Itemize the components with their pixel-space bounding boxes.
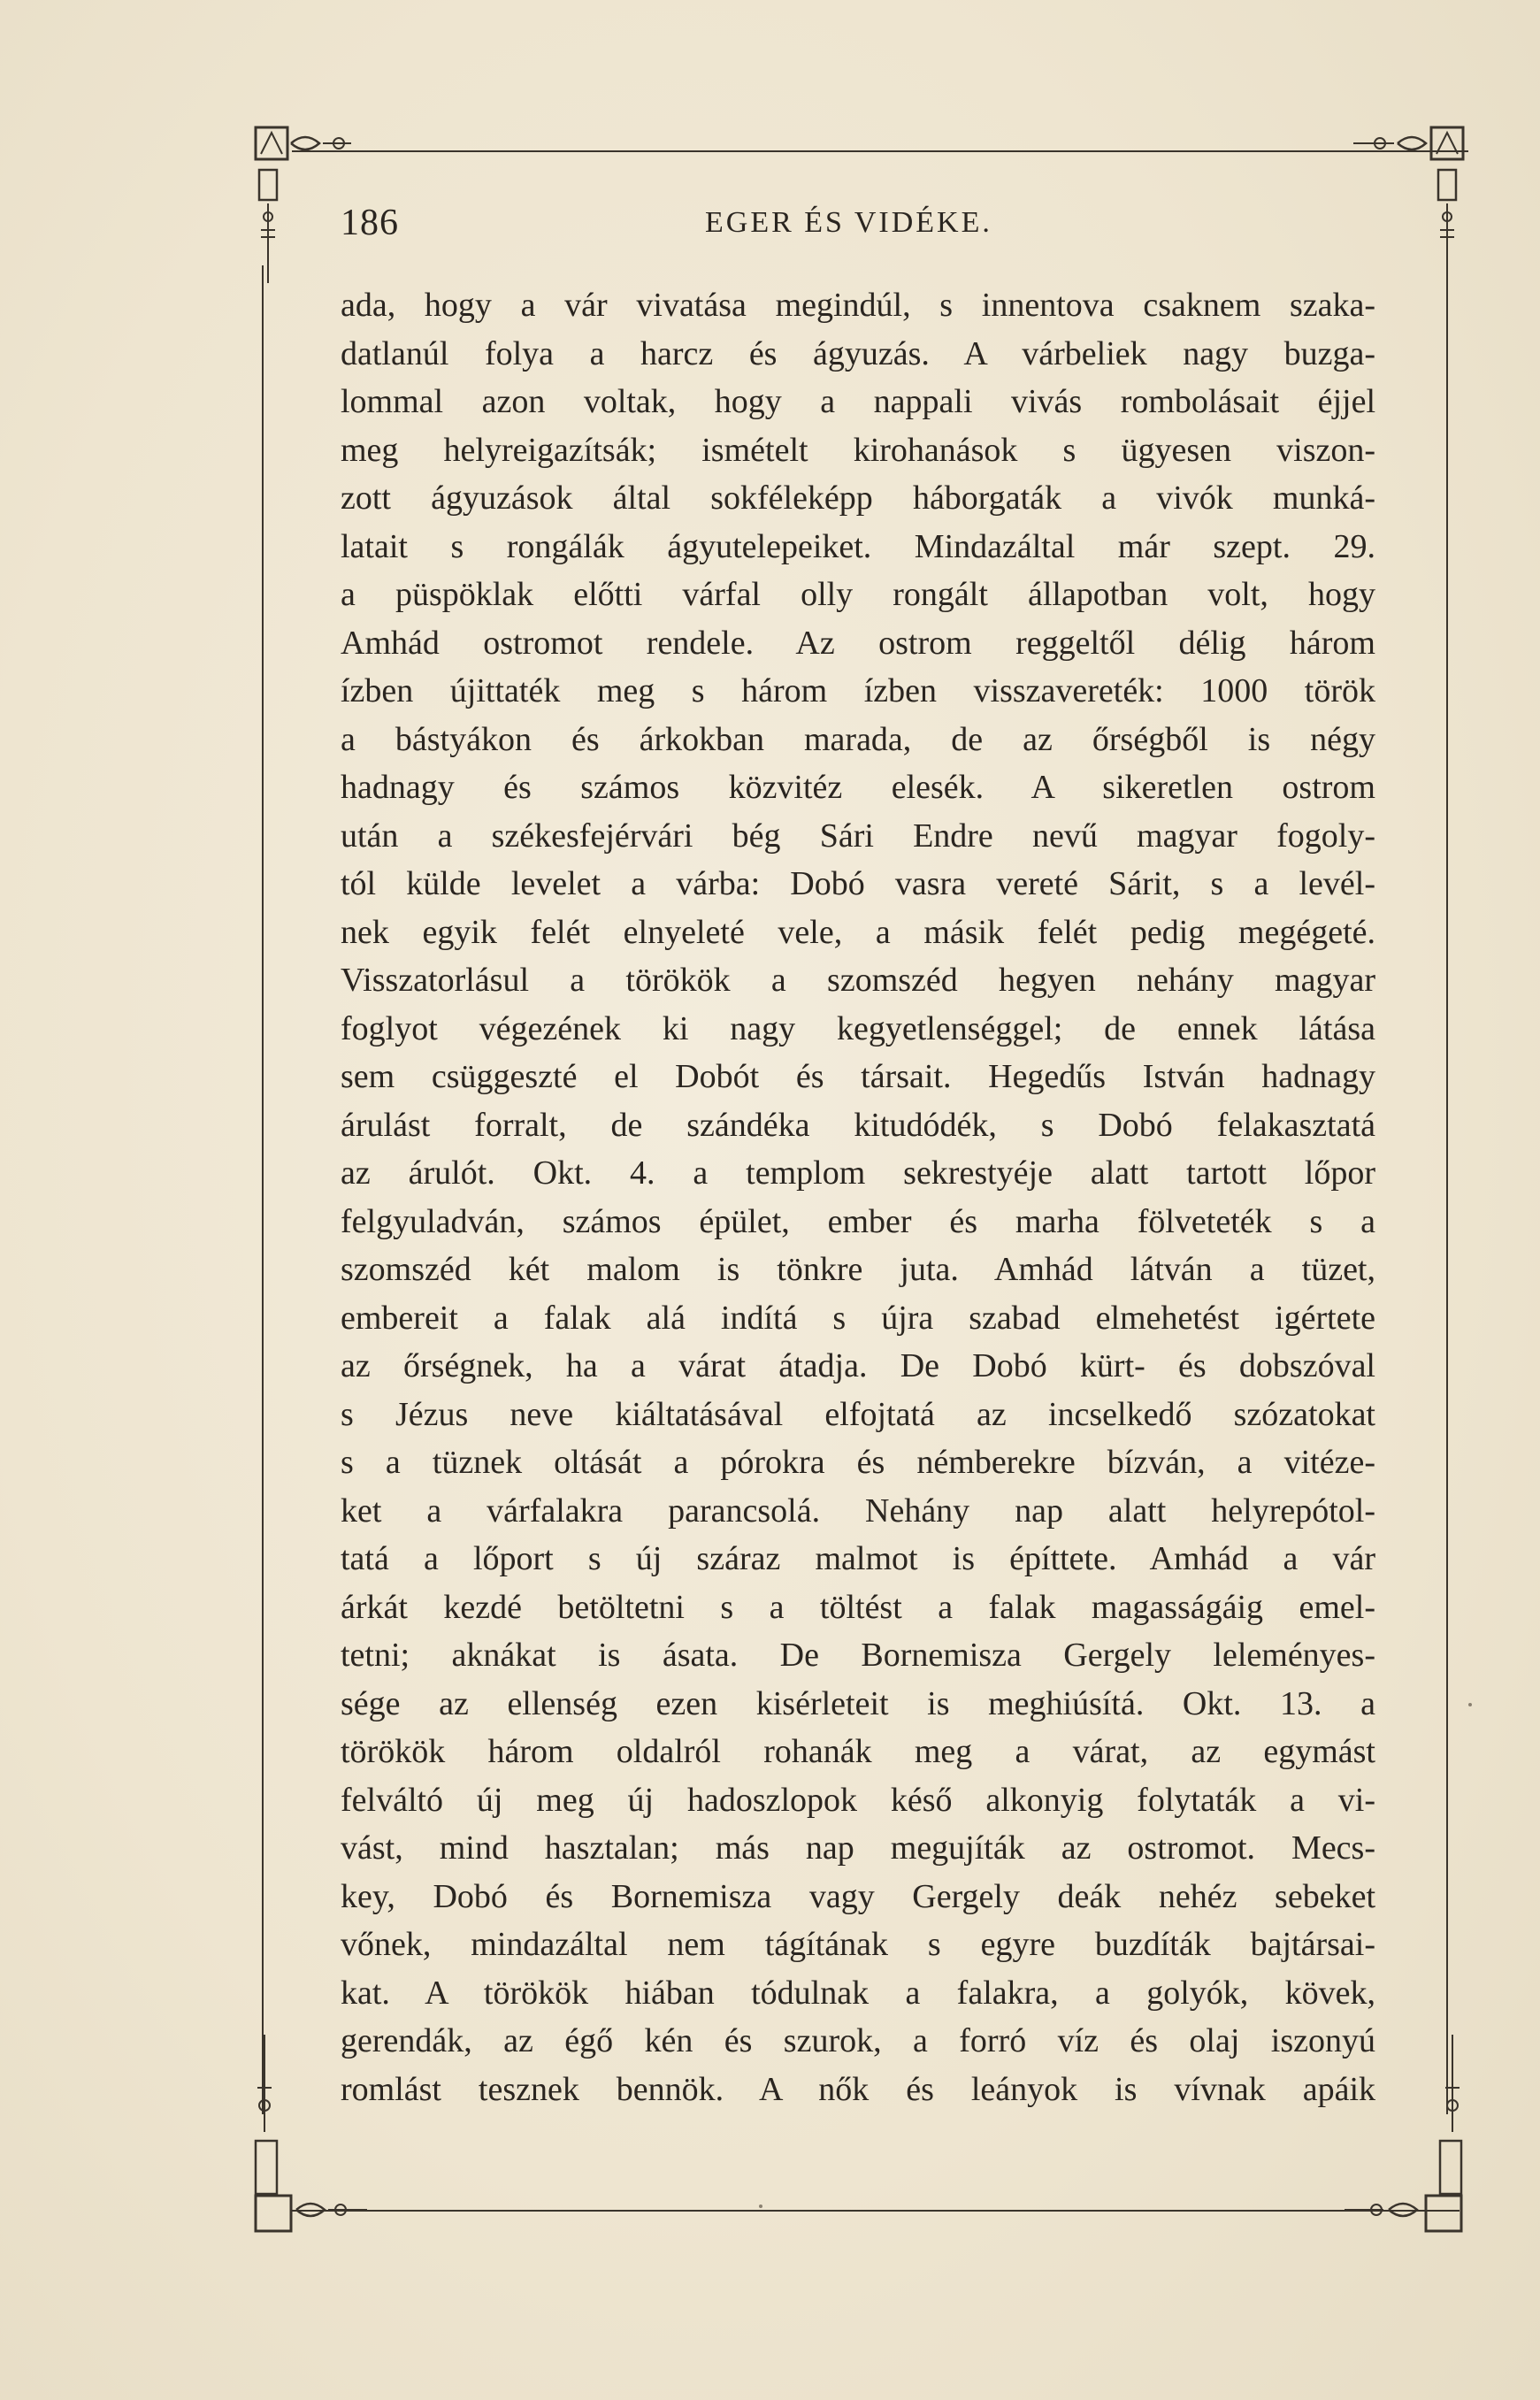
text-line: vást, mind hasztalan; más nap megujíták az ostromot. Mecs- <box>341 1829 1375 1867</box>
text-line: hadnagy és számos közvitéz elesék. A sikeretlen ostrom <box>341 769 1375 806</box>
text-line: key, Dobó és Bornemisza vagy Gergely deák nehéz sebeket <box>341 1877 1375 1915</box>
text-line: a püspöklak előtti várfal olly rongált állapotban volt, hogy <box>341 576 1375 613</box>
body-text <box>341 281 1375 2113</box>
running-head: EGER ÉS VIDÉKE. <box>705 206 992 239</box>
text-line: árkát kezdé betöltetni s a töltést a falak magasságáig emel- <box>341 1588 1375 1626</box>
text-line: ket a várfalakra parancsolá. Nehány nap alatt helyrepótol- <box>341 1491 1375 1530</box>
text-line: ada, hogy a vár vivatása megindúl, s innentova csaknem szaka- <box>341 287 1375 324</box>
text-line: szomszéd két malom is tönkre juta. Amhád látván a tüzet, <box>341 1251 1375 1288</box>
text-line: Visszatorlásul a törökök a szomszéd hegyen nehány magyar <box>341 962 1375 999</box>
text-line: gerendák, az égő kén és szurok, a forró víz és olaj iszonyú <box>341 2022 1375 2059</box>
text-line: latait s rongálák ágyutelepeiket. Mindazáltal már szept. 29. <box>341 527 1375 565</box>
text-line: az őrségnek, ha a várat átadja. De Dobó kürt- és dobszóval <box>341 1347 1375 1384</box>
text-line: romlást tesznek bennök. A nők és leányok is vívnak apáik <box>341 2070 1375 2108</box>
text-line: lommal azon voltak, hogy a nappali vivás rombolásait éjjel <box>341 383 1375 420</box>
bottom-border-rule <box>292 2210 1460 2212</box>
left-border-rule <box>262 265 264 2114</box>
text-line: felváltó új meg új hadoszlopok késő alkonyig folytaták a vi- <box>341 1781 1375 1819</box>
text-line: foglyot végezének ki nagy kegyetlenséggel; de ennek látása <box>341 1009 1375 1047</box>
text-line: vőnek, mindazáltal nem tágítának s egyre buzdíták bajtársai- <box>341 1926 1375 1963</box>
text-line: s a tüznek oltását a pórokra és némberekre bízván, a vitéze- <box>341 1444 1375 1481</box>
text-line: tetni; aknákat is ásata. De Bornemisza Gergely leleményes- <box>341 1637 1375 1674</box>
text-line: sem csüggeszté el Dobót és társait. Hegedűs István hadnagy <box>341 1058 1375 1095</box>
text-line: a bástyákon és árkokban marada, de az őrségből is négy <box>341 720 1375 758</box>
text-line: tól külde levelet a várba: Dobó vasra vereté Sárit, s a levél- <box>341 865 1375 902</box>
top-right-corner-ornament-icon <box>1291 124 1468 292</box>
text-line: sége az ellenség ezen kisérleteit is meghiúsítá. Okt. 13. a <box>341 1684 1375 1722</box>
page-number: 186 <box>341 203 399 243</box>
text-line: felgyuladván, számos épület, ember és marha fölveteték s a <box>341 1202 1375 1240</box>
text-line: datlanúl folya a harcz és ágyuzás. A várbeliek nagy buzga- <box>341 334 1375 372</box>
text-line: Amhád ostromot rendele. Az ostrom reggeltől délig három <box>341 624 1375 662</box>
text-line: nek egyik felét elnyeleté vele, a másik felét pedig megégeté. <box>341 913 1375 951</box>
text-line: meg helyreigazítsák; ismételt kirohanások s ügyesen viszon- <box>341 431 1375 469</box>
text-line: embereit a falak alá indítá s újra szabad elmehetést igértete <box>341 1299 1375 1337</box>
paper-speck <box>1468 1703 1472 1706</box>
right-border-rule <box>1446 265 1448 2114</box>
text-line: s Jézus neve kiáltatásával elfojtatá az incselkedő szózatokat <box>341 1395 1375 1433</box>
text-line: az árulót. Okt. 4. a templom sekrestyéje alatt tartott lőpor <box>341 1154 1375 1192</box>
text-line: ízben újittaték meg s három ízben visszavereték: 1000 török <box>341 672 1375 709</box>
text-line: után a székesfejérvári bég Sári Endre nevű magyar fogoly- <box>341 817 1375 855</box>
text-line: törökök három oldalról rohanák meg a várat, az egymást <box>341 1733 1375 1770</box>
text-line: kat. A törökök hiában tódulnak a falakra, a golyók, kövek, <box>341 1974 1375 2012</box>
paper-speck <box>759 2204 762 2208</box>
text-line: tatá a lőport s új száraz malmot is építtete. Amhád a vár <box>341 1540 1375 1577</box>
text-line: árulást forralt, de szándéka kitudódék, s Dobó felakasztatá <box>341 1106 1375 1144</box>
text-line: zott ágyuzások által sokféleképp háborgaták a vivók munká- <box>341 479 1375 517</box>
